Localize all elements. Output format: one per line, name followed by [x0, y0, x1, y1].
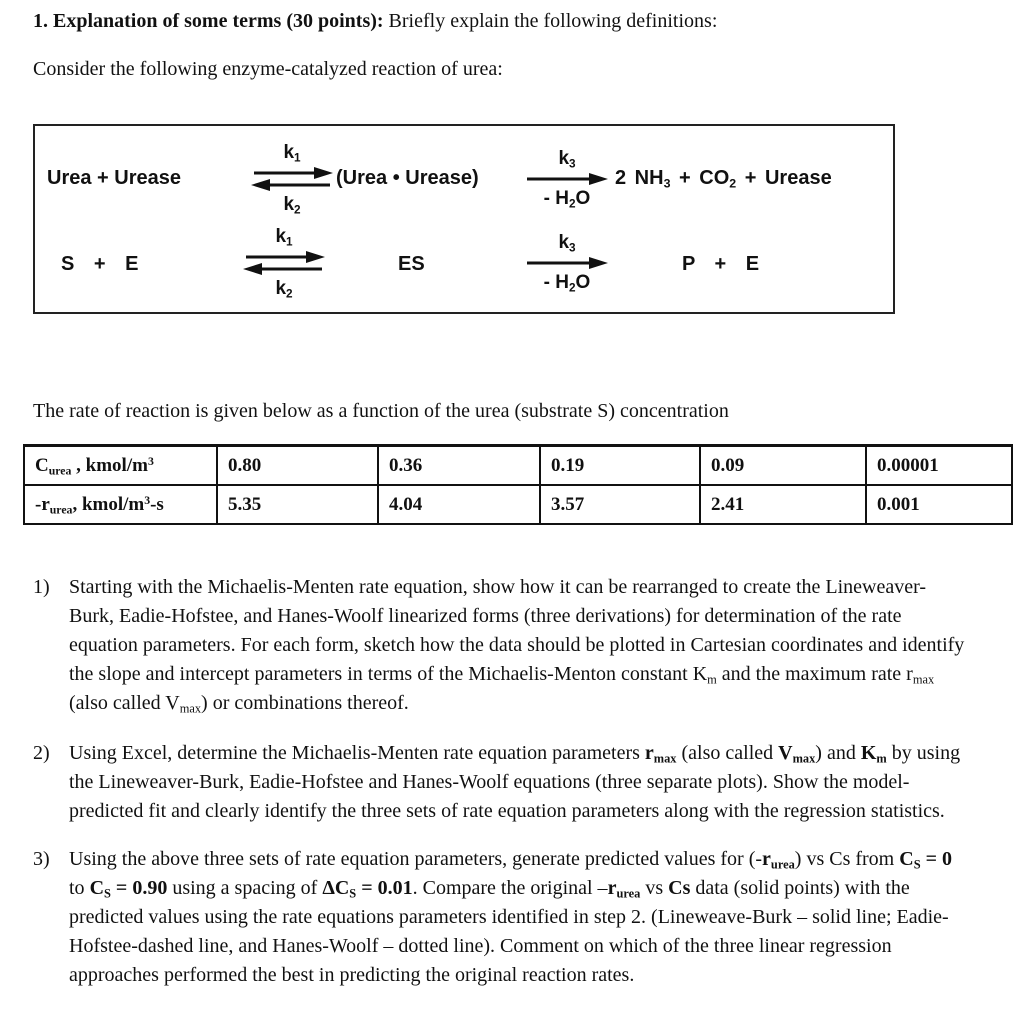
- question-1: [33, 573, 991, 718]
- question-1-number: 1): [33, 576, 50, 598]
- rate-constant-k1-label: $k_1$: [283, 142, 301, 165]
- reaction-scheme-box: [33, 124, 895, 314]
- question-1-text: Starting with the Michaelis-Menten rate equation, show how it can be rearranged to create the Lineweaver-Burk, Eadie-Hofstee, and Hanes-Woolf linearized forms (three derivations) for determination of the rate equation parameters. For each form, sketch how the data should be plotted in Cartesian coordinates and identify the slope and intercept parameters in terms of the Michaelis-Menton constant $K_m$ and the maximum rate $r_{max}$ (also called $V_{max}$) or combinations thereof.: [69, 576, 965, 716]
- equilibrium-arrows-icon: [242, 249, 326, 277]
- question-2-text: Using Excel, determine the Michaelis-Menten rate equation parameters $r_{max}$ (also called $V_{max}$) and $K_m$ by using the Lineweaver-Burk, Eadie-Hofstee and Hanes-Woolf equations (three separate plots). Show the model-predicted fit and clearly identify the three sets of rate equation parameters along with the regression statistics.: [69, 742, 961, 822]
- reaction1-intermediate: (Urea • Urease): [336, 167, 479, 189]
- table-cell: 0.001: [866, 485, 1012, 524]
- reaction2-intermediate: ES: [398, 253, 425, 275]
- rate-constant-k3-label: $k_3$: [558, 232, 576, 255]
- minus-water-label: - $H_2O$: [543, 272, 591, 295]
- equilibrium-arrows-icon: [250, 165, 334, 193]
- rate-data-table: [23, 444, 1013, 525]
- reaction1-products: 2 $NH_3 + CO_2$ + Urease: [615, 167, 832, 191]
- forward-arrow-icon: [525, 255, 609, 271]
- question-2-number: 2): [33, 742, 50, 764]
- table-cell: 3.57: [540, 485, 700, 524]
- reaction1-equilibrium-arrow: [249, 141, 335, 217]
- title-regular-segment: Briefly explain the following definitions:: [383, 10, 718, 32]
- question-3-number: 3): [33, 848, 50, 870]
- reaction2-products: P + E: [682, 253, 760, 275]
- table-cell: 5.35: [217, 485, 378, 524]
- rate-constant-k1-label: $k_1$: [275, 226, 293, 249]
- intro-text: Consider the following enzyme-catalyzed reaction of urea:: [33, 58, 503, 80]
- rate-constant-k2-label: $k_2$: [283, 194, 301, 217]
- reaction2-equilibrium-arrow: [241, 225, 327, 301]
- title-bold-segment: 1. Explanation of some terms (30 points):: [33, 10, 384, 32]
- reaction1-reactants: Urea + Urease: [47, 167, 181, 189]
- reaction1-forward-arrow: [524, 147, 610, 211]
- question-3: [33, 845, 991, 990]
- table-cell: 0.00001: [866, 446, 1012, 486]
- reaction2-reactants: S + E: [61, 253, 139, 275]
- table-cell: 2.41: [700, 485, 866, 524]
- rate-constant-k3-label: $k_3$: [558, 148, 576, 171]
- forward-arrow-icon: [525, 171, 609, 187]
- page-title: [33, 9, 991, 33]
- question-2: [33, 739, 991, 826]
- table-intro-text: The rate of reaction is given below as a function of the urea (substrate S) concentration: [33, 400, 729, 422]
- question-3-text: Using the above three sets of rate equation parameters, generate predicted values for $(-r_{urea})$ vs Cs from $C_S = 0$ to $C_S = 0.90$ using a spacing of $\Delta C_S = 0.01$. Compare the original $-r_{urea}$ vs Cs data (solid points) with the predicted values using the rate equations parameters identified in step 2. (Lineweave-Burk – solid line; Eadie-Hofstee-dashed line, and Hanes-Woolf – dotted line). Comment on which of the three linear regression approaches performed the best in predicting the original reaction rates.: [69, 848, 953, 986]
- reaction2-forward-arrow: [524, 231, 610, 295]
- table-cell: 4.04: [378, 485, 540, 524]
- minus-water-label: - $H_2O$: [543, 188, 591, 211]
- table-cell: 0.09: [700, 446, 866, 486]
- table-cell: 0.80: [217, 446, 378, 486]
- table-row-concentration: [24, 446, 1012, 486]
- table-cell: 0.36: [378, 446, 540, 486]
- table-row-rate: [24, 485, 1012, 524]
- rate-constant-k2-label: $k_2$: [275, 278, 293, 301]
- row-header-curea: $C_{urea}$ , kmol/$m^3$: [24, 446, 217, 486]
- row-header-rurea: $-r_{urea}$, kmol/$m^3-s$: [24, 485, 217, 524]
- table-cell: 0.19: [540, 446, 700, 486]
